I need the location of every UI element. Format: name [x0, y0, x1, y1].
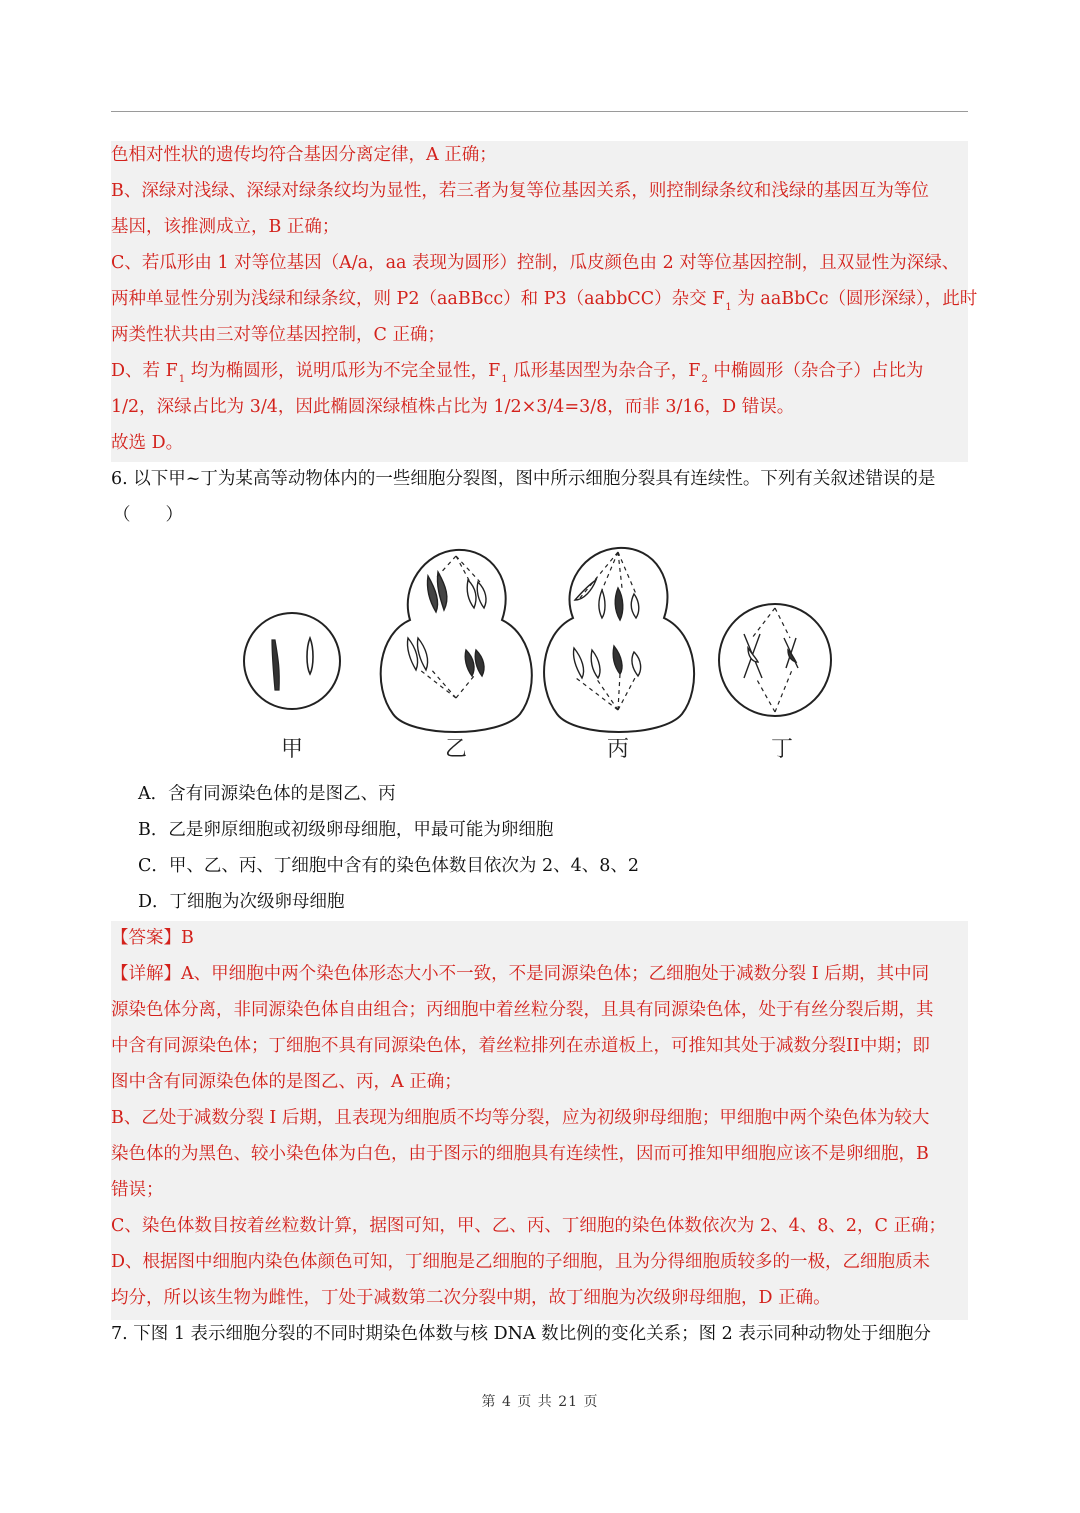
cell-division-figure	[230, 538, 850, 770]
subscript: 1	[501, 374, 508, 385]
fig-label-jia: 甲	[280, 737, 304, 762]
q5-text: 均为椭圆形，说明瓜形为不完全显性，F	[185, 361, 501, 381]
option-a: A．含有同源染色体的是图乙、丙	[138, 784, 396, 804]
q6-explain-line: C、染色体数目按着丝粒数计算，据图可知，甲、乙、丙、丁细胞的染色体数依次为 2、4、8、2，C 正确；	[111, 1216, 946, 1236]
q5-explain-line: C、若瓜形由 1 对等位基因（A/a，aa 表现为圆形）控制，瓜皮颜色由 2 对等位基因控制，且双显性为深绿、	[111, 253, 960, 273]
q6-explain-line: 均分，所以该生物为雌性，丁处于减数第二次分裂中期，故丁细胞为次级卵母细胞，D 正确。	[111, 1288, 831, 1308]
header-rule	[111, 111, 968, 112]
jia-chromosomes	[272, 638, 313, 690]
q6-explain-line: 【详解】A、甲细胞中两个染色体形态大小不一致，不是同源染色体；乙细胞处于减数分裂 I 后期，其中同	[111, 964, 930, 984]
option-c: C．甲、乙、丙、丁细胞中含有的染色体数目依次为 2、4、8、2	[138, 856, 639, 876]
q6-stem: 6. 以下甲~丁为某高等动物体内的一些细胞分裂图，图中所示细胞分裂具有连续性。下列有关叙述错误的是	[111, 469, 936, 489]
subscript: 1	[178, 374, 186, 385]
q5-text: 为 aaBbCc（圆形深绿），此时	[731, 289, 978, 309]
fig-label-ding: 丁	[770, 737, 794, 762]
q5-text: 两种单显性分别为浅绿和绿条纹，则 P2（aaBBcc）和 P3（aabbCC）杂交 F	[111, 289, 725, 309]
page-footer: 第 4 页 共 21 页	[481, 1394, 599, 1410]
q6-explain-line: 图中含有同源染色体的是图乙、丙，A 正确；	[111, 1072, 462, 1092]
q6-explain-line: 染色体的为黑色、较小染色体为白色，由于图示的细胞具有连续性，因而可推知甲细胞应该不是卵细胞，B	[111, 1144, 929, 1164]
q5-text: 瓜形基因型为杂合子，F	[507, 361, 701, 381]
option-b: B．乙是卵原细胞或初级卵母细胞，甲最可能为卵细胞	[138, 820, 554, 840]
q5-explain-line: B、深绿对浅绿、深绿对绿条纹均为显性，若三者为复等位基因关系，则控制绿条纹和浅绿的基因互为等位	[111, 181, 929, 201]
fig-label-yi: 乙	[444, 737, 468, 762]
q5-explain-line: 1/2，深绿占比为 3/4，因此椭圆深绿植株占比为 1/2×3/4=3/8，而非 3/16，D 错误。	[111, 397, 795, 417]
cell-yi	[381, 550, 532, 732]
fig-label-bing: 丙	[606, 737, 630, 762]
option-d: D．丁细胞为次级卵母细胞	[138, 892, 345, 912]
cell-jia	[244, 613, 340, 709]
q5-explain-line: 色相对性状的遗传均符合基因分离定律，A 正确；	[111, 145, 497, 165]
q5-text: D、若 F	[111, 361, 178, 381]
q6-answer-blank: （ ）	[113, 505, 183, 525]
q5-text: 中椭圆形（杂合子）占比为	[707, 361, 924, 381]
q5-explain-line	[111, 281, 978, 317]
q5-explain-line: 两类性状共由三对等位基因控制，C 正确；	[111, 325, 445, 345]
q5-conclusion: 故选 D。	[111, 433, 184, 453]
q7-stem: 7. 下图 1 表示细胞分裂的不同时期染色体数与核 DNA 数比例的变化关系；图 2 表示同种动物处于细胞分	[111, 1324, 931, 1344]
q5-explain-line: 基因，该推测成立，B 正确；	[111, 217, 340, 237]
q5-explain-line	[111, 353, 971, 389]
q6-explain-line: B、乙处于减数分裂 I 后期，且表现为细胞质不均等分裂，应为初级卵母细胞；甲细胞中两个染色体为较大	[111, 1108, 930, 1128]
subscript: 1	[725, 302, 732, 313]
q6-explain-line: 源染色体分离，非同源染色体自由组合；丙细胞中着丝粒分裂，且具有同源染色体，处于有丝分裂后期，其	[111, 1000, 934, 1020]
q6-answer: 【答案】B	[111, 928, 194, 948]
q6-explain-line: D、根据图中细胞内染色体颜色可知，丁细胞是乙细胞的子细胞，且为分得细胞质较多的一极，乙细胞质未	[111, 1252, 931, 1272]
cell-bing	[544, 548, 694, 732]
q6-explain-line: 错误；	[111, 1180, 164, 1200]
subscript: 2	[701, 374, 708, 385]
q6-explain-line: 中含有同源染色体；丁细胞不具有同源染色体，着丝粒排列在赤道板上，可推知其处于减数分裂II中期；即	[111, 1036, 930, 1056]
cell-ding	[719, 604, 831, 716]
